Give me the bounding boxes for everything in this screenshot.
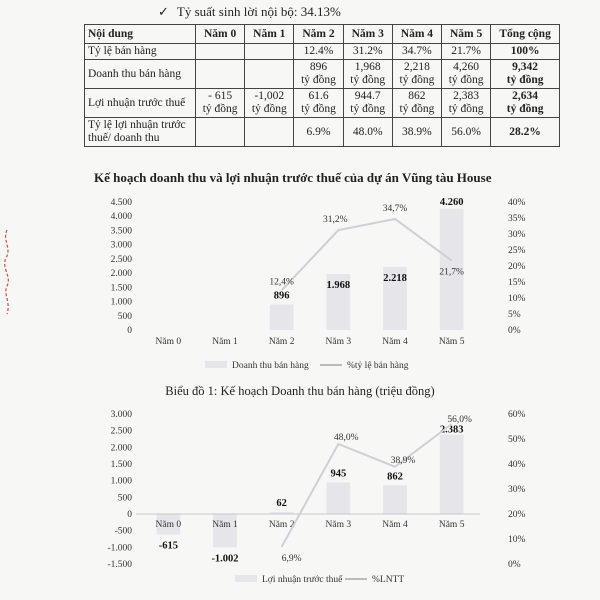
y2-tick-label: 15% (508, 278, 526, 288)
category-label: Năm 4 (382, 520, 408, 530)
red-stamp-mark (0, 228, 14, 318)
y-tick-label: 1.000 (110, 297, 132, 308)
table-cell: 12.4% (294, 44, 343, 60)
chart1-caption: Biểu đồ 1: Kế hoạch Doanh thu bán hàng (triệu đồng) (165, 384, 435, 398)
section-title: Kế hoạch doanh thu và lợi nhuận trước thuế của dự án Vũng tàu House (94, 170, 492, 185)
legend-label-line: %LNTT (372, 575, 405, 585)
table-header-cell: Tổng cộng (491, 25, 560, 44)
category-label: Năm 0 (155, 520, 182, 530)
table-cell: 31.2% (343, 44, 392, 60)
table-cell: 944.7 tỷ đồng (343, 89, 392, 118)
bar-value-label: 862 (387, 471, 403, 483)
y-tick-label: 2.500 (110, 426, 132, 437)
row-label: Lợi nhuận trước thuế (85, 89, 196, 118)
category-label: Năm 0 (155, 337, 182, 347)
table-cell (196, 118, 245, 147)
legend-swatch-bar (205, 361, 227, 368)
y2-tick-label: 5% (508, 310, 521, 320)
y2-tick-label: 0% (508, 560, 521, 570)
table-header-cell: Năm 5 (442, 25, 491, 44)
row-label: Doanh thu bán hàng (85, 60, 196, 89)
bar-value-label: -1.002 (211, 553, 239, 565)
table-cell: 4,260 tỷ đồng (442, 60, 491, 89)
y2-tick-label: 50% (508, 435, 526, 445)
table-header-cell: Năm 2 (294, 25, 343, 44)
line-value-label: 34,7% (382, 203, 408, 214)
line-value-label: 56,0% (447, 415, 472, 425)
table-cell: 48.0% (343, 118, 392, 147)
legend-swatch-bar (235, 575, 257, 582)
table-row (85, 89, 560, 118)
table-cell: 38.9% (392, 118, 441, 147)
legend-label-bar: Lợi nhuận trước thuế (262, 575, 343, 585)
table-cell: 100% (491, 44, 560, 60)
y2-tick-label: 20% (508, 510, 526, 520)
line-value-label: 48,0% (334, 433, 359, 443)
line-series (282, 219, 452, 290)
category-label: Năm 3 (325, 520, 352, 530)
irr-line (158, 4, 341, 20)
check-icon: ✓ (158, 4, 169, 19)
y2-tick-label: 30% (508, 230, 526, 240)
y-tick-label: 2.000 (110, 443, 132, 454)
y-tick-label: 500 (117, 493, 132, 504)
y2-tick-label: 40% (508, 460, 526, 470)
financial-table (84, 24, 560, 147)
y-tick-label: 1.500 (110, 460, 132, 470)
line-value-label: 21,7% (439, 267, 464, 278)
table-cell: 896 tỷ đồng (294, 60, 343, 89)
table-body (85, 44, 560, 147)
bar-value-label: 945 (330, 468, 347, 480)
table-cell: - 615 tỷ đồng (196, 89, 245, 118)
category-label: Năm 2 (268, 337, 295, 347)
line-series (282, 424, 452, 547)
bar (383, 485, 407, 514)
y-tick-label: 2.500 (110, 254, 132, 265)
y-tick-label: 500 (117, 311, 132, 322)
table-header-cell: Năm 0 (196, 25, 245, 44)
table-cell: -1,002 tỷ đồng (245, 89, 294, 118)
y-tick-label: 1.500 (110, 283, 132, 294)
table-cell: 56.0% (442, 118, 491, 147)
table-cell (245, 118, 294, 147)
bar-value-label: 2.218 (383, 272, 407, 284)
table-cell: 61.6 tỷ đồng (294, 89, 343, 118)
table-header-cell: Năm 1 (245, 25, 294, 44)
y-tick-label: -500 (114, 526, 132, 537)
y2-tick-label: 35% (508, 214, 526, 224)
y2-tick-label: 40% (508, 198, 526, 208)
table-row (85, 118, 560, 147)
y-tick-label: 0 (127, 510, 132, 520)
y-tick-label: 1.000 (110, 476, 132, 487)
bar-value-label: 4.260 (439, 196, 464, 208)
bar (270, 305, 294, 330)
y-tick-label: 2.000 (110, 269, 132, 280)
y-tick-label: 3.000 (110, 410, 132, 420)
y2-tick-label: 20% (508, 262, 526, 272)
y-tick-label: 4.500 (110, 198, 132, 208)
y-tick-label: 3.500 (110, 226, 132, 237)
line-value-label: 12,4% (269, 277, 294, 288)
table-row (85, 44, 560, 60)
table-cell (196, 60, 245, 89)
category-label: Năm 5 (438, 520, 465, 530)
table-cell (196, 44, 245, 60)
table-header-cell: Nội dung (85, 25, 196, 44)
category-label: Năm 3 (325, 337, 352, 347)
y2-tick-label: 10% (508, 535, 526, 545)
table-cell: 21.7% (442, 44, 491, 60)
table-cell (245, 44, 294, 60)
table-cell: 28.2% (491, 118, 560, 147)
bar-value-label: 1.968 (326, 280, 351, 292)
table-cell: 2,218 tỷ đồng (392, 60, 441, 89)
line-value-label: 6,9% (281, 553, 302, 564)
row-label: Tỷ lệ lợi nhuận trước thuế/ doanh thu (85, 118, 196, 147)
table-cell: 2,634 tỷ đồng (491, 89, 560, 118)
y-tick-label: -1.000 (107, 543, 132, 554)
y-tick-label: -1.500 (107, 560, 132, 570)
legend-label-line: %tỷ lệ bán hàng (347, 361, 409, 371)
bar (326, 483, 350, 515)
bar-value-label: -615 (158, 540, 178, 552)
category-label: Năm 4 (382, 337, 408, 347)
bar-value-label: 2.383 (439, 424, 464, 436)
y2-tick-label: 25% (508, 246, 526, 256)
table-cell: 6.9% (294, 118, 343, 147)
y-tick-label: 0 (127, 326, 132, 336)
profit-chart (0, 402, 600, 598)
table-header-cell: Năm 4 (392, 25, 441, 44)
table-row (85, 60, 560, 89)
bar-value-label: 896 (273, 290, 290, 302)
table-cell (245, 60, 294, 89)
bar (213, 514, 237, 547)
category-label: Năm 1 (212, 520, 238, 530)
table-header-cell: Năm 3 (343, 25, 392, 44)
y2-tick-label: 30% (508, 485, 526, 495)
category-label: Năm 2 (268, 520, 295, 530)
table-cell: 862 tỷ đồng (392, 89, 441, 118)
revenue-chart (0, 190, 600, 390)
legend-label-bar: Doanh thu bán hàng (232, 361, 309, 371)
y-tick-label: 3.000 (110, 240, 132, 251)
bar (440, 435, 464, 514)
category-label: Năm 5 (438, 337, 465, 347)
bar-value-label: 62 (276, 497, 287, 509)
y2-tick-label: 0% (508, 326, 521, 336)
table-cell: 34.7% (392, 44, 441, 60)
table-cell: 9,342 tỷ đồng (491, 60, 560, 89)
row-label: Tỷ lệ bán hàng (85, 44, 196, 60)
table-cell: 1,968 tỷ đồng (343, 60, 392, 89)
irr-text: Tỷ suất sinh lời nội bộ: 34.13% (176, 4, 341, 19)
y-tick-label: 4.000 (110, 212, 132, 223)
y2-tick-label: 10% (508, 294, 526, 304)
y2-tick-label: 60% (508, 410, 526, 420)
category-label: Năm 1 (212, 337, 238, 347)
line-value-label: 31,2% (323, 215, 348, 226)
table-header-row (85, 25, 560, 44)
line-value-label: 38,9% (390, 455, 416, 466)
table-cell: 2,383 tỷ đồng (442, 89, 491, 118)
